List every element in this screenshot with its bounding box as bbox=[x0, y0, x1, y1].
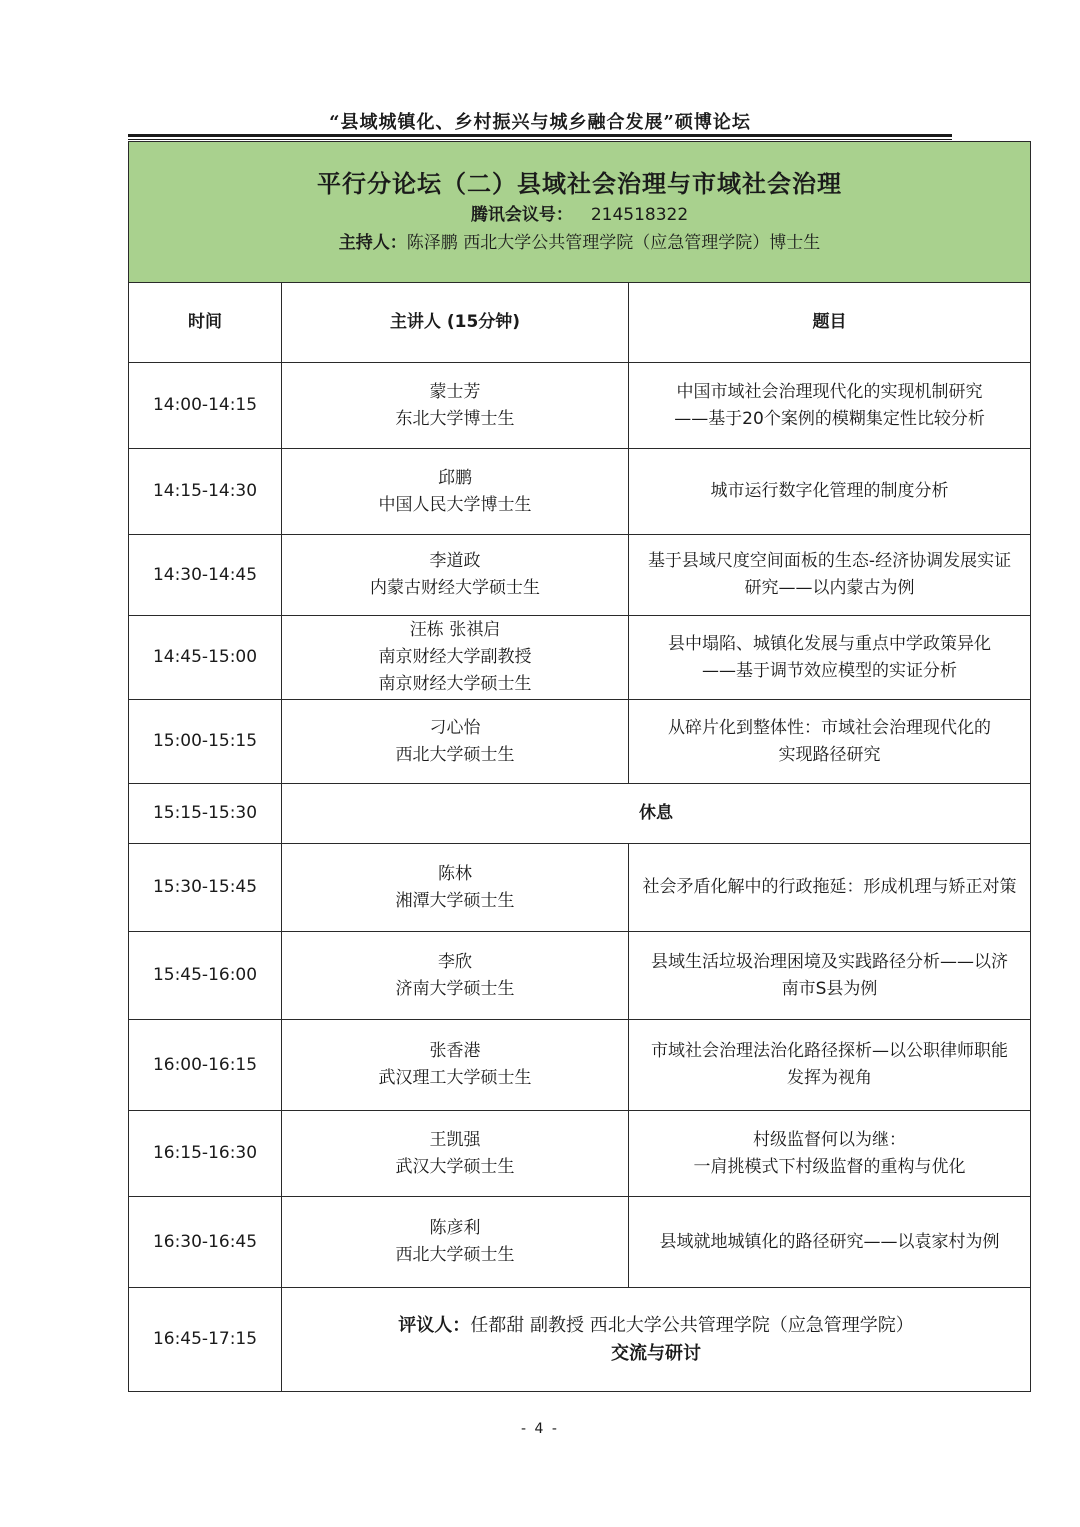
topic-line: 一肩挑模式下村级监督的重构与优化 bbox=[693, 1156, 966, 1177]
table-header-row bbox=[129, 283, 1031, 363]
topic-line: ——基于20个案例的模糊集定性比较分析 bbox=[674, 408, 985, 429]
table-row bbox=[129, 1111, 1031, 1197]
closing-row bbox=[129, 1288, 1031, 1392]
topic-line: 县域就地城镇化的路径研究——以袁家村为例 bbox=[659, 1231, 1000, 1252]
table-row bbox=[129, 363, 1031, 449]
host-value: 陈泽鹏 西北大学公共管理学院（应急管理学院）博士生 bbox=[406, 233, 821, 253]
forum-banner-row bbox=[129, 142, 1031, 283]
header-rule bbox=[128, 134, 952, 137]
speaker-affiliation: 中国人民大学博士生 bbox=[378, 494, 532, 515]
speaker-affiliation: 武汉理工大学硕士生 bbox=[378, 1068, 532, 1088]
row-speaker bbox=[282, 700, 629, 784]
forum-banner bbox=[129, 142, 1031, 283]
row-topic bbox=[629, 616, 1031, 700]
speaker-name: 张香港 bbox=[429, 1041, 481, 1061]
row-speaker bbox=[282, 535, 629, 616]
row-topic bbox=[629, 1020, 1031, 1111]
row-speaker bbox=[282, 1111, 629, 1197]
speaker-name: 李道政 bbox=[429, 551, 481, 571]
row-topic bbox=[629, 1111, 1031, 1197]
row-time: 14:00-14:15 bbox=[129, 363, 282, 449]
row-topic bbox=[629, 932, 1031, 1020]
speaker-name: 蒙士芳 bbox=[429, 381, 481, 402]
row-speaker bbox=[282, 844, 629, 932]
table-row bbox=[129, 535, 1031, 616]
meeting-number: 214518322 bbox=[590, 205, 689, 225]
row-time: 16:00-16:15 bbox=[129, 1020, 282, 1111]
row-topic bbox=[629, 363, 1031, 449]
topic-line: 市域社会治理法治化路径探析—以公职律师职能 bbox=[651, 1041, 1008, 1061]
speaker-affiliation: 济南大学硕士生 bbox=[395, 978, 515, 999]
row-topic bbox=[629, 449, 1031, 535]
topic-line: 南市S县为例 bbox=[781, 978, 878, 999]
running-header: “县域城镇化、乡村振兴与城乡融合发展”硕博论坛 bbox=[329, 112, 751, 133]
speaker-affiliation: 西北大学硕士生 bbox=[395, 1245, 515, 1265]
table-row bbox=[129, 844, 1031, 932]
speaker-name: 陈彦利 bbox=[429, 1218, 481, 1238]
table-row bbox=[129, 1020, 1031, 1111]
closing-cell bbox=[282, 1288, 1031, 1392]
speaker-affiliation: 东北大学博士生 bbox=[395, 408, 515, 429]
row-speaker bbox=[282, 932, 629, 1020]
header-rule-thin bbox=[128, 139, 952, 140]
row-speaker bbox=[282, 363, 629, 449]
break-label: 休息 bbox=[282, 784, 1031, 844]
row-speaker bbox=[282, 449, 629, 535]
row-time: 14:15-14:30 bbox=[129, 449, 282, 535]
speaker-affiliation: 南京财经大学硕士生 bbox=[378, 674, 532, 694]
forum-title: 平行分论坛（二）县域社会治理与市域社会治理 bbox=[317, 170, 842, 198]
host-label: 主持人： bbox=[338, 233, 407, 253]
topic-line: 县中塌陷、城镇化发展与重点中学政策异化 bbox=[668, 633, 991, 654]
speaker-affiliation: 湘潭大学硕士生 bbox=[395, 890, 515, 911]
speaker-name: 刁心怡 bbox=[429, 717, 481, 738]
speaker-name: 邱鹏 bbox=[438, 467, 472, 488]
speaker-affiliation: 西北大学硕士生 bbox=[395, 744, 515, 765]
page-number: - 4 - bbox=[521, 1421, 559, 1437]
speaker-name: 王凯强 bbox=[429, 1129, 481, 1150]
host-info bbox=[129, 229, 1030, 257]
speaker-affiliation: 内蒙古财经大学硕士生 bbox=[370, 578, 540, 598]
row-topic bbox=[629, 844, 1031, 932]
topic-line: 实现路径研究 bbox=[778, 744, 881, 765]
table-row bbox=[129, 700, 1031, 784]
table-row bbox=[129, 616, 1031, 700]
break-row bbox=[129, 784, 1031, 844]
table-row bbox=[129, 449, 1031, 535]
row-topic bbox=[629, 700, 1031, 784]
meeting-label: 腾讯会议号： bbox=[470, 205, 573, 225]
meeting-info bbox=[129, 201, 1030, 229]
topic-line: 社会矛盾化解中的行政拖延：形成机理与矫正对策 bbox=[642, 877, 1017, 897]
header-topic: 题目 bbox=[629, 283, 1031, 363]
row-time: 15:15-15:30 bbox=[129, 784, 282, 844]
row-time: 14:45-15:00 bbox=[129, 616, 282, 700]
header-time: 时间 bbox=[129, 283, 282, 363]
table-row bbox=[129, 1197, 1031, 1288]
row-time: 15:45-16:00 bbox=[129, 932, 282, 1020]
row-time: 15:00-15:15 bbox=[129, 700, 282, 784]
topic-line: 县域生活垃圾治理困境及实践路径分析——以济 bbox=[651, 951, 1008, 972]
speaker-name: 李欣 bbox=[438, 951, 472, 972]
row-speaker bbox=[282, 616, 629, 700]
speaker-name: 汪栋 张祺启 bbox=[409, 620, 501, 640]
reviewer-line bbox=[284, 1312, 1028, 1340]
closing-text: 交流与研讨 bbox=[611, 1342, 701, 1364]
topic-line: 中国市域社会治理现代化的实现机制研究 bbox=[676, 381, 983, 402]
speaker-affiliation: 南京财经大学副教授 bbox=[378, 647, 532, 667]
topic-line: 村级监督何以为继： bbox=[753, 1129, 906, 1150]
topic-line: 研究——以内蒙古为例 bbox=[744, 578, 915, 598]
table-row bbox=[129, 932, 1031, 1020]
topic-line: 基于县域尺度空间面板的生态-经济协调发展实证 bbox=[647, 551, 1012, 571]
row-topic bbox=[629, 1197, 1031, 1288]
row-time: 14:30-14:45 bbox=[129, 535, 282, 616]
reviewer-label: 评议人： bbox=[398, 1314, 471, 1336]
header-speaker: 主讲人 (15分钟) bbox=[282, 283, 629, 363]
row-time: 16:45-17:15 bbox=[129, 1288, 282, 1392]
topic-line: 从碎片化到整体性：市域社会治理现代化的 bbox=[668, 717, 991, 738]
row-topic bbox=[629, 535, 1031, 616]
topic-line: 发挥为视角 bbox=[787, 1068, 872, 1088]
speaker-name: 陈林 bbox=[438, 863, 472, 884]
row-time: 16:30-16:45 bbox=[129, 1197, 282, 1288]
topic-line: ——基于调节效应模型的实证分析 bbox=[702, 660, 957, 681]
reviewer-value: 任都甜 副教授 西北大学公共管理学院（应急管理学院） bbox=[470, 1314, 914, 1336]
topic-line: 城市运行数字化管理的制度分析 bbox=[710, 481, 949, 501]
schedule-table bbox=[128, 141, 1031, 1392]
row-speaker bbox=[282, 1020, 629, 1111]
row-speaker bbox=[282, 1197, 629, 1288]
speaker-affiliation: 武汉大学硕士生 bbox=[395, 1156, 515, 1177]
row-time: 16:15-16:30 bbox=[129, 1111, 282, 1197]
row-time: 15:30-15:45 bbox=[129, 844, 282, 932]
